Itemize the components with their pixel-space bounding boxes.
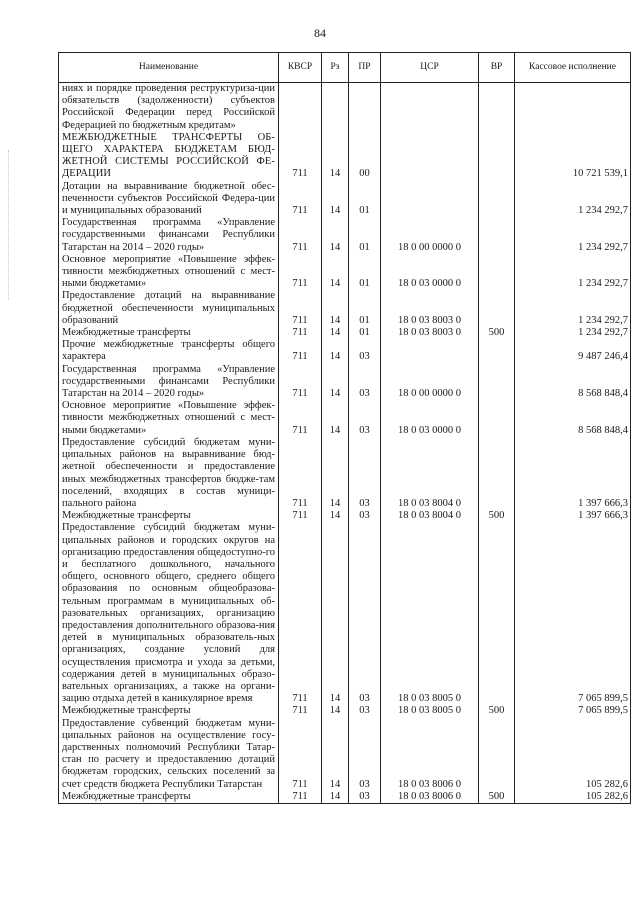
- cell-pr: 03: [349, 364, 381, 401]
- cell-kvsr: 711: [279, 437, 322, 510]
- cell-rz: 14: [322, 791, 349, 804]
- cell-vr: 500: [479, 705, 515, 717]
- cell-name: Межбюджетные трансферты: [59, 510, 279, 522]
- cell-vr: [479, 290, 515, 327]
- table-row: [59, 339, 631, 363]
- header-csr: ЦСР: [381, 53, 479, 83]
- cell-name: Предоставление субсидий бюджетам муни-ципальных районов и городских округов на организацию предоставления общедоступно-го и бесплатного дошкольного, начального общего, основного общего, среднего общего образования по основным общеобразова-тельным программам в муниципальных об-разовательных организациях, организацию предоставления дополнительного образова-ния детей в муниципальных образователь-ных организациях, создание условий для осуществления присмотра и ухода за детьми, содержания детей в муниципальных образо-вательных организациях, а также на органи-зацию отдыха детей в каникулярное время: [59, 522, 279, 705]
- cell-rz: 14: [322, 705, 349, 717]
- cell-amount: 1 397 666,3: [515, 510, 631, 522]
- cell-csr: [381, 132, 479, 181]
- header-amount: Кассовое исполнение: [515, 53, 631, 83]
- cell-pr: 03: [349, 437, 381, 510]
- cell-kvsr: 711: [279, 718, 322, 791]
- cell-name: Предоставление субвенций бюджетам муни-ципальных районов на осуществление госу-дарственных полномочий Республики Татар-стан по расчету и предоставлению дотаций бюджетам городских, сельских поселений за счет средств бюджета Республики Татарстан: [59, 718, 279, 791]
- cell-pr: 03: [349, 400, 381, 437]
- cell-rz: 14: [322, 364, 349, 401]
- cell-amount: 1 397 666,3: [515, 437, 631, 510]
- cell-amount: 1 234 292,7: [515, 290, 631, 327]
- header-name: Наименование: [59, 53, 279, 83]
- cell-csr: 18 0 00 0000 0: [381, 364, 479, 401]
- table-row: [59, 718, 631, 791]
- cell-csr: 18 0 03 8003 0: [381, 327, 479, 339]
- cell-name: Дотации на выравнивание бюджетной обес-печенности субъектов Российской Федера-ции и муниципальных образований: [59, 181, 279, 218]
- cell-kvsr: 711: [279, 522, 322, 705]
- cell-rz: [322, 83, 349, 132]
- cell-rz: 14: [322, 254, 349, 291]
- cell-pr: 01: [349, 217, 381, 254]
- table-row: [59, 83, 631, 132]
- cell-vr: [479, 400, 515, 437]
- cell-vr: 500: [479, 791, 515, 804]
- cell-vr: [479, 132, 515, 181]
- cell-name: Межбюджетные трансферты: [59, 705, 279, 717]
- cell-pr: 01: [349, 181, 381, 218]
- cell-csr: 18 0 03 0000 0: [381, 254, 479, 291]
- cell-csr: 18 0 03 8004 0: [381, 437, 479, 510]
- cell-pr: 03: [349, 705, 381, 717]
- cell-csr: 18 0 03 8005 0: [381, 522, 479, 705]
- cell-csr: [381, 181, 479, 218]
- cell-kvsr: 711: [279, 181, 322, 218]
- cell-vr: 500: [479, 327, 515, 339]
- cell-csr: 18 0 03 8006 0: [381, 718, 479, 791]
- cell-rz: 14: [322, 510, 349, 522]
- header-vr: ВР: [479, 53, 515, 83]
- cell-pr: 03: [349, 510, 381, 522]
- cell-csr: [381, 83, 479, 132]
- cell-kvsr: 711: [279, 327, 322, 339]
- cell-amount: 105 282,6: [515, 718, 631, 791]
- header-rz: Рз: [322, 53, 349, 83]
- table-row: [59, 254, 631, 291]
- cell-vr: [479, 718, 515, 791]
- cell-amount: 1 234 292,7: [515, 254, 631, 291]
- cell-amount: 7 065 899,5: [515, 522, 631, 705]
- cell-name: Межбюджетные трансферты: [59, 327, 279, 339]
- cell-rz: 14: [322, 181, 349, 218]
- header-pr: ПР: [349, 53, 381, 83]
- cell-name: ниях и порядке проведения реструктуриза-ции обязательств (задолженности) субъектов Российской Федерации перед Российской Федерацией по бюджетным кредитам»: [59, 83, 279, 132]
- cell-csr: 18 0 03 8005 0: [381, 705, 479, 717]
- cell-rz: 14: [322, 290, 349, 327]
- cell-vr: [479, 522, 515, 705]
- cell-amount: 9 487 246,4: [515, 339, 631, 363]
- cell-vr: [479, 364, 515, 401]
- cell-name: Межбюджетные трансферты: [59, 791, 279, 804]
- cell-vr: 500: [479, 510, 515, 522]
- cell-vr: [479, 339, 515, 363]
- table-row: [59, 290, 631, 327]
- cell-vr: [479, 83, 515, 132]
- cell-rz: 14: [322, 132, 349, 181]
- cell-vr: [479, 181, 515, 218]
- cell-vr: [479, 437, 515, 510]
- cell-csr: 18 0 03 8004 0: [381, 510, 479, 522]
- cell-csr: 18 0 03 0000 0: [381, 400, 479, 437]
- table-row: [59, 181, 631, 218]
- cell-pr: 03: [349, 718, 381, 791]
- cell-rz: 14: [322, 400, 349, 437]
- cell-name: МЕЖБЮДЖЕТНЫЕ ТРАНСФЕРТЫ ОБ-ЩЕГО ХАРАКТЕРА БЮДЖЕТАМ БЮД-ЖЕТНОЙ СИСТЕМЫ РОССИЙСКОЙ ФЕ-ДЕРАЦИИ: [59, 132, 279, 181]
- table-row: [59, 400, 631, 437]
- budget-table: [58, 52, 631, 804]
- table-row: [59, 510, 631, 522]
- cell-vr: [479, 254, 515, 291]
- table-row: [59, 791, 631, 804]
- cell-kvsr: 711: [279, 705, 322, 717]
- cell-kvsr: 711: [279, 510, 322, 522]
- cell-rz: 14: [322, 718, 349, 791]
- cell-name: Прочие межбюджетные трансферты общего характера: [59, 339, 279, 363]
- cell-kvsr: 711: [279, 217, 322, 254]
- cell-pr: 01: [349, 290, 381, 327]
- cell-name: Основное мероприятие «Повышение эффек-тивности межбюджетных отношений с мест-ными бюджетами»: [59, 254, 279, 291]
- cell-rz: 14: [322, 522, 349, 705]
- table-row: [59, 705, 631, 717]
- cell-pr: 03: [349, 522, 381, 705]
- table-row: [59, 522, 631, 705]
- cell-kvsr: 711: [279, 132, 322, 181]
- cell-pr: 01: [349, 327, 381, 339]
- table-row: [59, 437, 631, 510]
- table-row: [59, 132, 631, 181]
- cell-rz: 14: [322, 327, 349, 339]
- table-row: [59, 364, 631, 401]
- cell-csr: 18 0 03 8003 0: [381, 290, 479, 327]
- cell-amount: 105 282,6: [515, 791, 631, 804]
- cell-kvsr: 711: [279, 791, 322, 804]
- cell-amount: 1 234 292,7: [515, 181, 631, 218]
- cell-amount: 1 234 292,7: [515, 327, 631, 339]
- cell-pr: 03: [349, 339, 381, 363]
- margin-marks: [8, 150, 15, 300]
- table-row: [59, 217, 631, 254]
- cell-csr: 18 0 03 8006 0: [381, 791, 479, 804]
- cell-amount: 8 568 848,4: [515, 400, 631, 437]
- cell-pr: 03: [349, 791, 381, 804]
- cell-kvsr: 711: [279, 400, 322, 437]
- table-header-row: [59, 53, 631, 83]
- cell-amount: 1 234 292,7: [515, 217, 631, 254]
- cell-rz: 14: [322, 217, 349, 254]
- cell-name: Государственная программа «Управление государственными финансами Республики Татарстан на 2014 – 2020 годы»: [59, 217, 279, 254]
- cell-rz: 14: [322, 437, 349, 510]
- cell-kvsr: 711: [279, 290, 322, 327]
- cell-kvsr: [279, 83, 322, 132]
- cell-rz: 14: [322, 339, 349, 363]
- cell-name: Предоставление субсидий бюджетам муни-ципальных районов на выравнивание бюд-жетной обеспеченности и предоставление иных межбюджетных трансфертов бюдже-там поселений, входящих в состав муници-пального района: [59, 437, 279, 510]
- cell-pr: 00: [349, 132, 381, 181]
- cell-name: Государственная программа «Управление государственными финансами Республики Татарстан на 2014 – 2020 годы»: [59, 364, 279, 401]
- header-kvsr: КВСР: [279, 53, 322, 83]
- page-number: 84: [314, 26, 326, 40]
- cell-amount: 8 568 848,4: [515, 364, 631, 401]
- cell-kvsr: 711: [279, 364, 322, 401]
- cell-amount: 10 721 539,1: [515, 132, 631, 181]
- cell-kvsr: 711: [279, 339, 322, 363]
- cell-kvsr: 711: [279, 254, 322, 291]
- cell-pr: 01: [349, 254, 381, 291]
- cell-name: Основное мероприятие «Повышение эффек-тивности межбюджетных отношений с мест-ными бюджетами»: [59, 400, 279, 437]
- cell-pr: [349, 83, 381, 132]
- cell-csr: [381, 339, 479, 363]
- cell-amount: [515, 83, 631, 132]
- cell-csr: 18 0 00 0000 0: [381, 217, 479, 254]
- table-row: [59, 327, 631, 339]
- cell-amount: 7 065 899,5: [515, 705, 631, 717]
- cell-vr: [479, 217, 515, 254]
- cell-name: Предоставление дотаций на выравнивание бюджетной обеспеченности муниципальных образований: [59, 290, 279, 327]
